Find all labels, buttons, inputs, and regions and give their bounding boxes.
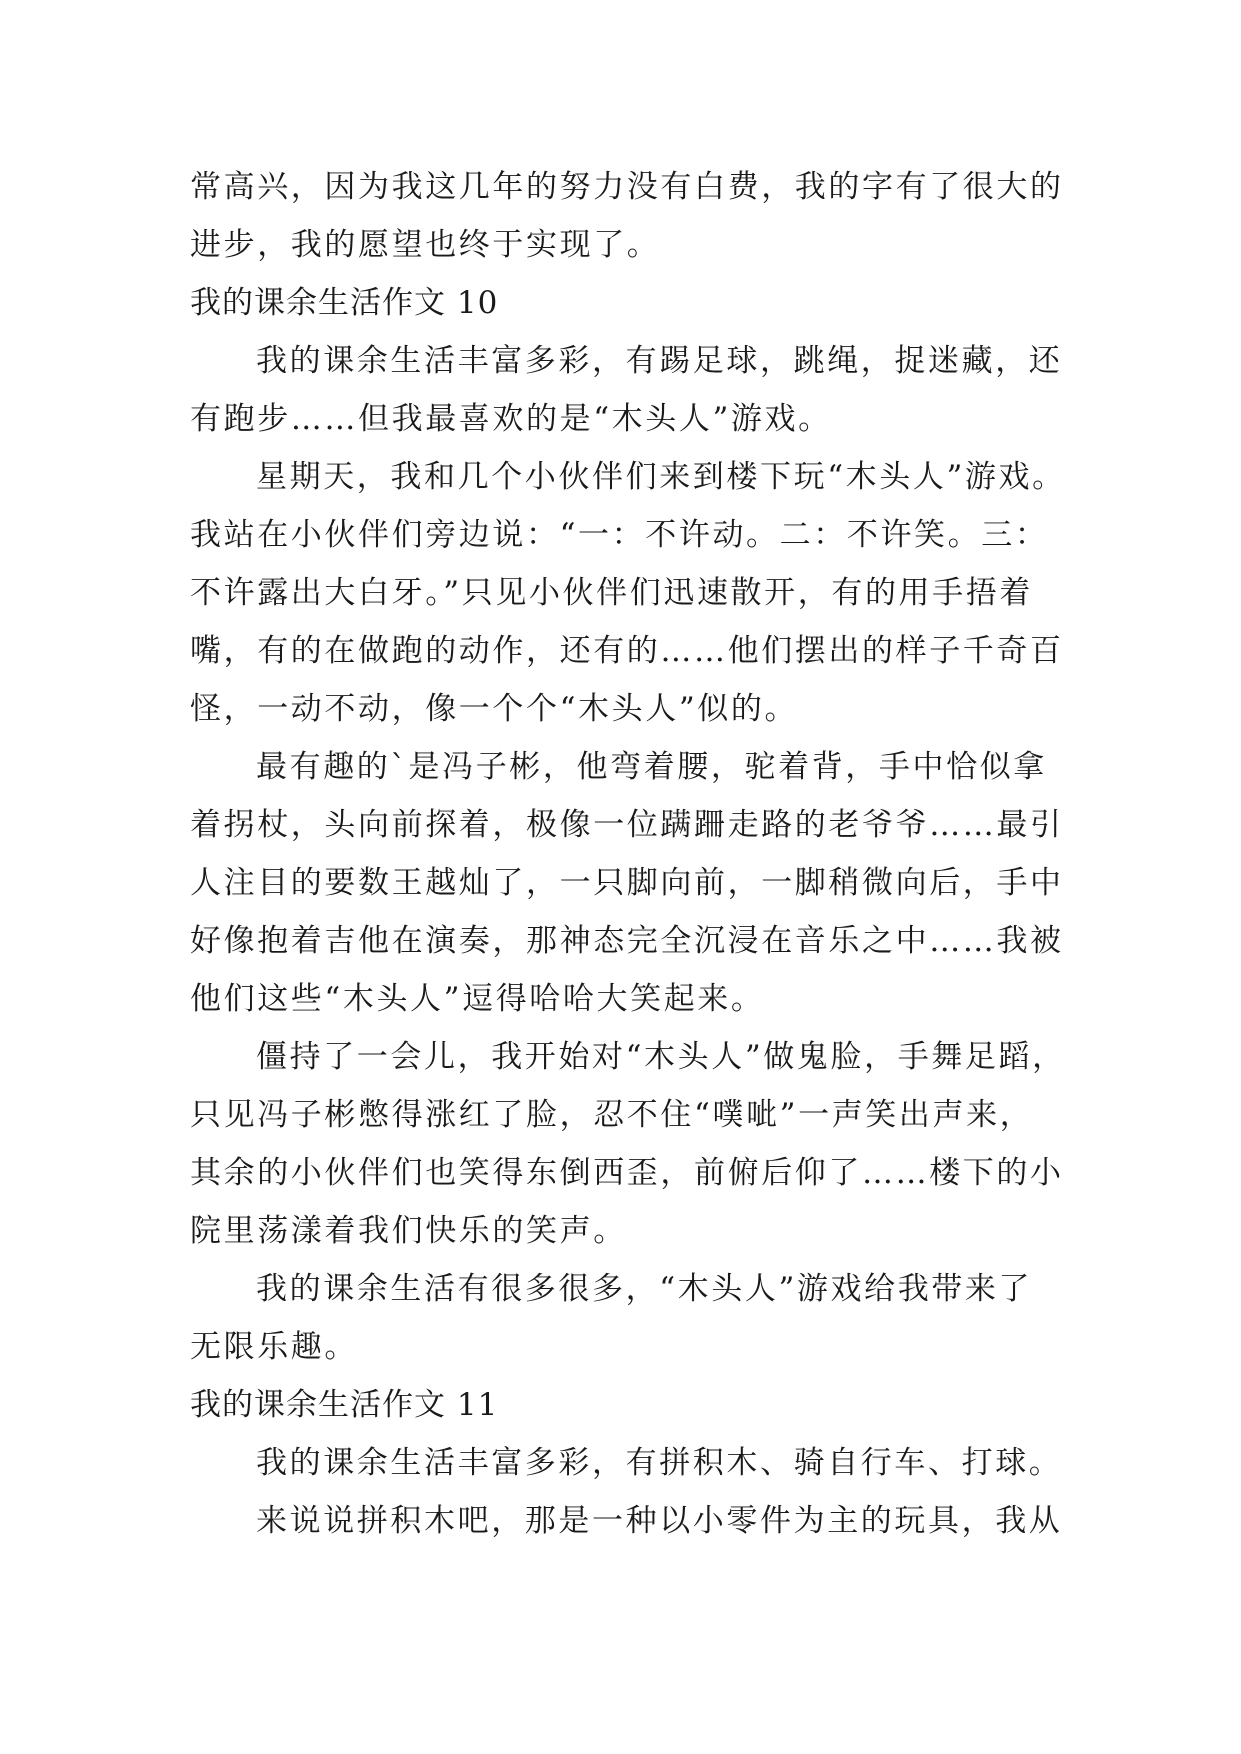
text-line: 他们这些“木头人”逗得哈哈大笑起来。 <box>190 981 765 1017</box>
paragraph-first-line: 我的课余生活有很多很多，“木头人”游戏给我带来了 <box>256 1271 1033 1307</box>
text-line: 常高兴，因为我这几年的努力没有白费，我的字有了很大的 <box>190 169 1064 205</box>
text-line: 无限乐趣。 <box>190 1329 358 1365</box>
text-line: 人注目的要数王越灿了，一只脚向前，一脚稍微向后，手中 <box>190 865 1064 901</box>
text-line: 其余的小伙伴们也笑得东倒西歪，前俯后仰了……楼下的小 <box>190 1155 1064 1191</box>
text-line: 进步，我的愿望也终于实现了。 <box>190 227 661 263</box>
paragraph-first-line: 来说说拼积木吧，那是一种以小零件为主的玩具，我从 <box>256 1503 1063 1539</box>
section-heading: 我的课余生活作文 10 <box>190 285 499 321</box>
text-line: 着拐杖，头向前探着，极像一位蹒跚走路的老爷爷……最引 <box>190 807 1064 843</box>
text-line: 只见冯子彬憋得涨红了脸，忍不住“噗呲”一声笑出声来， <box>190 1097 1034 1133</box>
text-line: 好像抱着吉他在演奏，那神态完全沉浸在音乐之中……我被 <box>190 923 1064 959</box>
text-line: 我站在小伙伴们旁边说：“一：不许动。二：不许笑。三： <box>190 517 1049 553</box>
document-page <box>190 158 1070 1550</box>
text-line: 院里荡漾着我们快乐的笑声。 <box>190 1213 627 1249</box>
section-heading: 我的课余生活作文 11 <box>190 1387 499 1423</box>
paragraph-first-line: 星期天，我和几个小伙伴们来到楼下玩“木头人”游戏。 <box>256 459 1066 495</box>
text-line: 不许露出大白牙。”只见小伙伴们迅速散开，有的用手捂着 <box>190 575 1033 611</box>
text-line: 嘴，有的在做跑的动作，还有的……他们摆出的样子千奇百 <box>190 633 1064 669</box>
text-line: 有跑步……但我最喜欢的是“木头人”游戏。 <box>190 401 832 437</box>
paragraph-first-line: 我的课余生活丰富多彩，有踢足球，跳绳，捉迷藏，还 <box>256 343 1063 379</box>
paragraph-first-line: 最有趣的`是冯子彬，他弯着腰，驼着背，手中恰似拿 <box>256 749 1047 785</box>
text-line: 怪，一动不动，像一个个“木头人”似的。 <box>190 691 799 727</box>
paragraph-first-line: 我的课余生活丰富多彩，有拼积木、骑自行车、打球。 <box>256 1445 1063 1481</box>
paragraph-first-line: 僵持了一会儿，我开始对“木头人”做鬼脸，手舞足蹈， <box>256 1039 1066 1075</box>
